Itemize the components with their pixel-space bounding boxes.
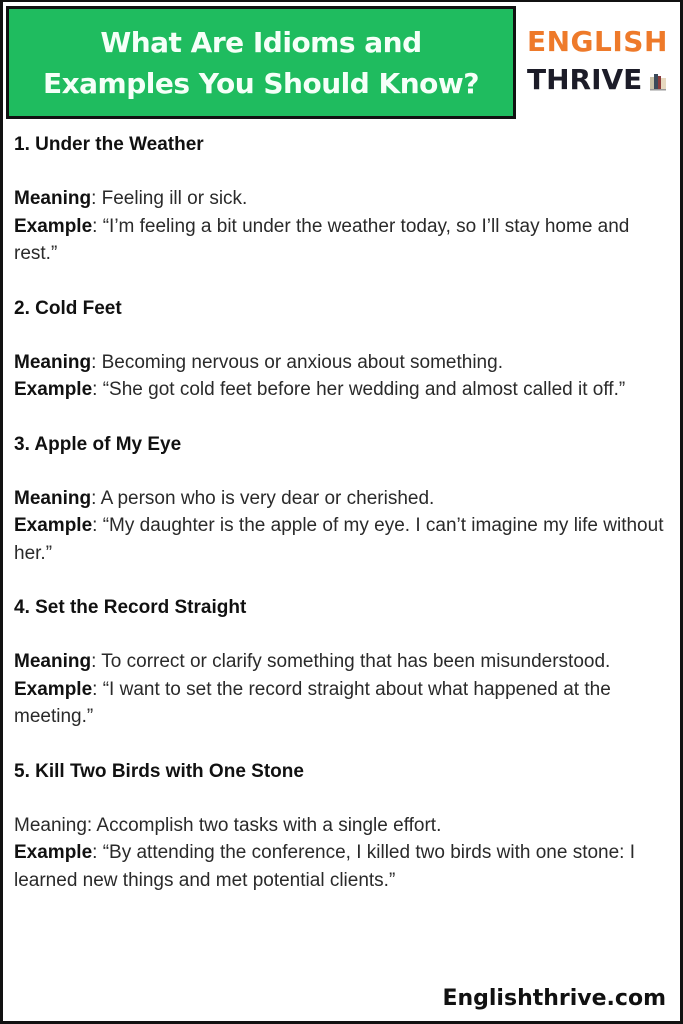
meaning-text: : Accomplish two tasks with a single effort. [86,814,442,836]
website-footer: Englishthrive.com [442,986,666,1011]
meaning-text: : Feeling ill or sick. [91,188,248,209]
idiom-example [14,213,674,268]
idiom-meaning [14,648,674,676]
meaning-label: Meaning [14,351,92,373]
logo-english-text: ENGLISH [527,25,668,58]
idiom-title: 4. Set the Record Straight [14,597,247,618]
example-text: : “My daughter is the apple of my eye. I can’t imagine my life without her.” [14,515,664,564]
idiom-example [14,512,674,567]
example-label: Example [14,215,93,237]
logo-thrive-text: THRIVE [527,63,643,96]
idiom-title: 1. Under the Weather [14,134,204,155]
idiom-meaning [14,485,674,513]
title-line-2: Examples You Should Know? [42,66,480,100]
title-banner [6,6,516,119]
meaning-label: Meaning [14,188,92,209]
english-thrive-logo [523,24,673,104]
idiom-item [14,131,674,268]
example-text: : “By attending the conference, I killed two birds with one stone: I learned new things and met potential clients.” [14,842,636,891]
example-label: Example [14,842,93,863]
idiom-example [14,376,674,404]
books-icon [649,71,667,91]
idiom-title: 2. Cold Feet [14,297,122,319]
idiom-title: 5. Kill Two Birds with One Stone [14,760,304,782]
idiom-title: 3. Apple of My Eye [14,433,182,455]
idiom-meaning [14,812,674,840]
example-label: Example [14,678,93,700]
idiom-item [14,758,674,895]
meaning-text: : To correct or clarify something that has been misunderstood. [91,651,611,672]
idiom-meaning [14,185,674,213]
meaning-text: : Becoming nervous or anxious about something. [91,351,503,373]
idiom-item [14,594,674,731]
meaning-label: Meaning [14,814,87,836]
idiom-example [14,676,674,731]
idiom-example [14,839,674,894]
title-line-1: What Are Idioms and [100,25,422,59]
example-text: : “I want to set the record straight about what happened at the meeting.” [14,678,611,727]
example-text: : “I’m feeling a bit under the weather today, so I’ll stay home and rest.” [14,215,630,264]
idioms-list [14,131,674,921]
idiom-item [14,431,674,568]
idiom-item [14,295,674,404]
meaning-label: Meaning [14,651,92,672]
example-label: Example [14,515,93,536]
meaning-text: : A person who is very dear or cherished. [91,487,435,509]
meaning-label: Meaning [14,487,92,509]
example-text: : “She got cold feet before her wedding and almost called it off.” [92,379,626,400]
idiom-meaning [14,349,674,377]
example-label: Example [14,379,93,400]
